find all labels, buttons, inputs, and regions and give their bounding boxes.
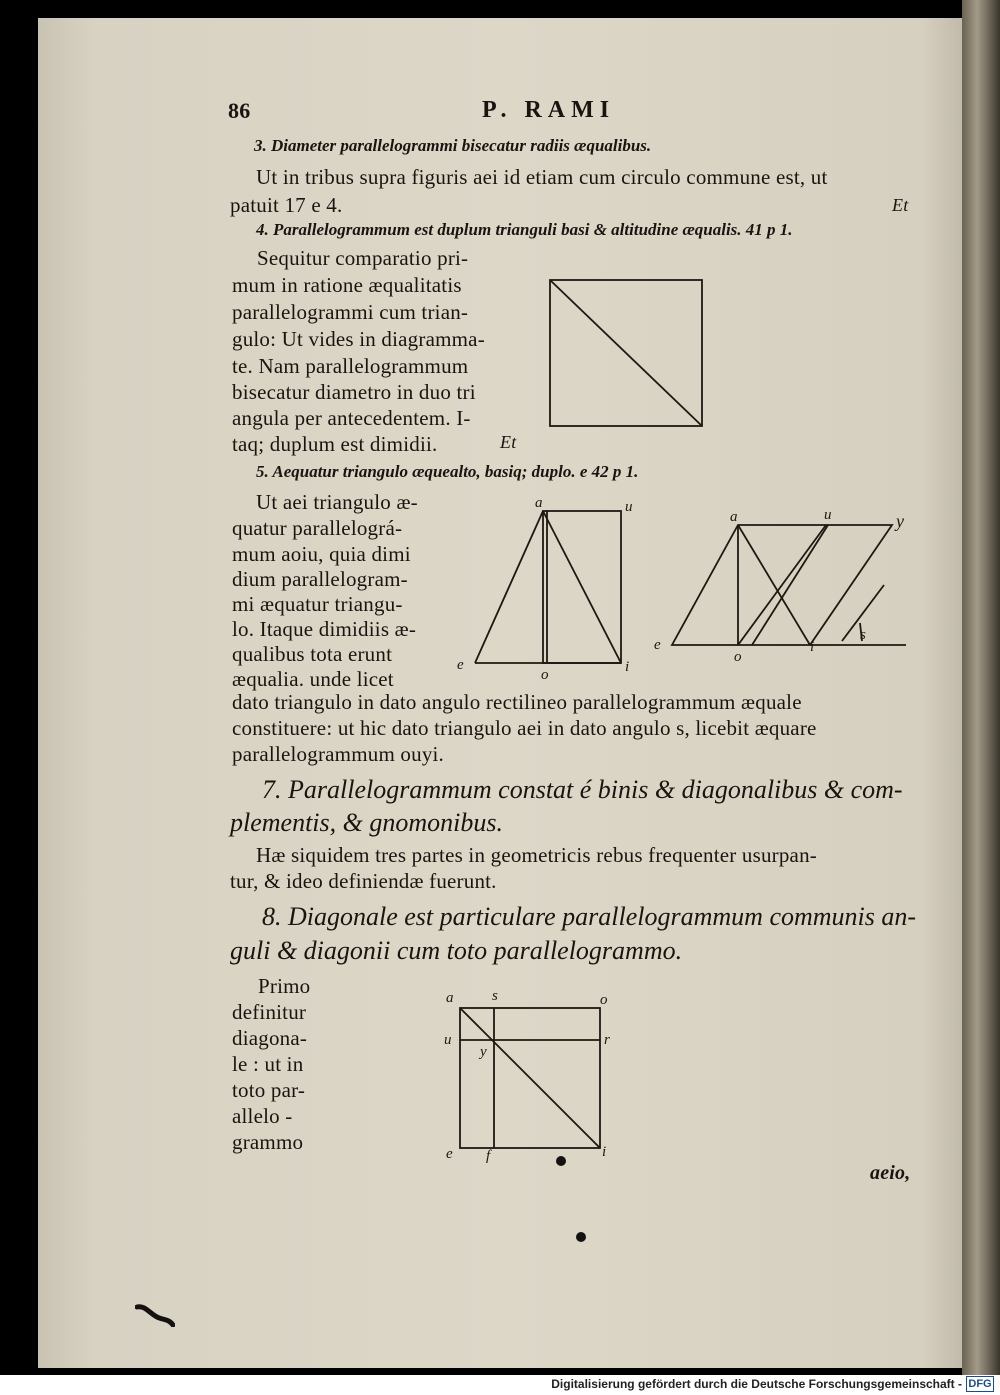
fig5b-line-ou xyxy=(738,525,826,645)
s5-line: Ut aei triangulo æ- xyxy=(256,490,418,514)
fig8-label-y: y xyxy=(480,1044,487,1060)
s8-title-line-2: guli & diagonii cum toto parallelogrammo. xyxy=(230,936,683,965)
s4-line: parallelogrammi cum trian- xyxy=(232,300,469,324)
fig8-label-i: i xyxy=(602,1144,607,1160)
s3-title: 3. Diameter parallelogrammi bisecatur radiis æqualibus. xyxy=(254,136,652,155)
fig5a-side-ae xyxy=(475,511,543,663)
s8-line: le : ut in xyxy=(232,1052,304,1076)
dfg-logo: DFG xyxy=(966,1376,994,1392)
fig8-diagonal-parallelogram xyxy=(440,988,620,1163)
s3-line-2: patuit 17 e 4. xyxy=(230,193,343,217)
fig4-diameter xyxy=(550,280,702,426)
fig5b-label-s: s xyxy=(860,627,866,643)
s7-title-line-2: plementis, & gnomonibus. xyxy=(230,808,503,837)
fig5b-label-y: y xyxy=(896,511,904,531)
fig8-diameter-ai xyxy=(460,1008,600,1148)
fig5a-side-ai xyxy=(543,511,621,663)
fig5b-construction xyxy=(652,505,912,665)
fig8-label-r: r xyxy=(604,1032,610,1048)
fig5a-label-e: e xyxy=(457,657,464,673)
ink-dot xyxy=(556,1156,566,1166)
s5-line: mi æquatur triangu- xyxy=(232,592,403,616)
fig8-label-e: e xyxy=(446,1146,453,1162)
s5-line: qualibus tota erunt xyxy=(232,642,393,666)
s8-line: toto par- xyxy=(232,1078,306,1102)
page-number: 86 xyxy=(228,98,251,123)
s5-line: quatur parallelográ- xyxy=(232,516,403,540)
s7-title-line-1: 7. Parallelogrammum constat é binis & diagonalibus & com- xyxy=(262,775,903,804)
fig5b-label-i: i xyxy=(810,639,815,655)
fig8-label-u: u xyxy=(444,1032,452,1048)
s4-catchword: Et xyxy=(500,432,517,452)
fig5a-label-u: u xyxy=(625,499,633,515)
s8-line: grammo xyxy=(232,1130,304,1154)
running-title: P. RAMI xyxy=(482,97,616,123)
page-spine-edge xyxy=(962,0,1000,1375)
s7-line: Hæ siquidem tres partes in geometricis rebus frequenter usurpan- xyxy=(256,843,817,867)
fig5b-label-u: u xyxy=(824,507,832,523)
ink-dot xyxy=(576,1232,586,1242)
s5-full-line: constituere: ut hic dato triangulo aei in dato angulo s, licebit æquare xyxy=(232,716,817,740)
s4-line: taq; duplum est dimidii. xyxy=(232,432,438,456)
s5-line: mum aoiu, quia dimi xyxy=(232,542,411,566)
fig8-label-f: f xyxy=(486,1148,491,1164)
s8-line: Primo xyxy=(258,974,311,998)
s4-line: te. Nam parallelogrammum xyxy=(232,354,469,378)
s4-title: 4. Parallelogrammum est duplum trianguli basi & altitudine æqualis. 41 p 1. xyxy=(256,220,793,239)
s5-line: dium parallelogram- xyxy=(232,567,408,591)
fig5b-label-a: a xyxy=(730,509,738,525)
fig5a-label-a: a xyxy=(535,495,543,511)
s8-title-line-1: 8. Diagonale est particulare parallelogrammum communis an- xyxy=(262,902,917,931)
fig8-label-a: a xyxy=(446,990,454,1006)
s5-line: æqualia. unde licet xyxy=(232,667,394,691)
s3-catchword: Et xyxy=(892,195,909,215)
digitization-footer xyxy=(0,1375,1000,1395)
s4-line: bisecatur diametro in duo tri xyxy=(232,380,476,404)
s4-line: gulo: Ut vides in diagramma- xyxy=(232,327,485,351)
s8-line: diagona- xyxy=(232,1026,308,1050)
s8-line: allelo - xyxy=(232,1104,293,1128)
s5-full-line: parallelogrammum ouyi. xyxy=(232,742,445,766)
fig8-label-s: s xyxy=(492,988,498,1004)
s5-line: lo. Itaque dimidiis æ- xyxy=(232,617,417,641)
fig5b-line-diag xyxy=(752,525,828,645)
fig5a-label-i: i xyxy=(625,659,630,675)
fig5b-label-e: e xyxy=(654,637,661,653)
fig8-label-o: o xyxy=(600,992,608,1008)
fig5a-label-o: o xyxy=(541,667,549,683)
fig4-square-diagonal xyxy=(548,278,708,430)
s5-full-line: dato triangulo in dato angulo rectilineo parallelogrammum æquale xyxy=(232,690,802,714)
fig5a-triangle-parallelogram xyxy=(455,493,645,683)
ink-smudge xyxy=(135,1303,175,1327)
fig5b-line-ai xyxy=(738,525,810,645)
s3-line-1: Ut in tribus supra figuris aei id etiam cum circulo commune est, ut xyxy=(256,165,828,189)
s7-line: tur, & ideo definiendæ fuerunt. xyxy=(230,869,497,893)
s4-line: mum in ratione æqualitatis xyxy=(232,273,462,297)
s5-title: 5. Aequatur triangulo æquealto, basiq; duplo. e 42 p 1. xyxy=(256,462,639,481)
footer-credit: Digitalisierung gefördert durch die Deutsche Forschungsgemeinschaft - xyxy=(551,1377,962,1391)
s4-line: angula per antecedentem. I- xyxy=(232,406,471,430)
catchword: aeio, xyxy=(870,1162,911,1184)
s8-line: definitur xyxy=(232,1000,307,1024)
s4-line: Sequitur comparatio pri- xyxy=(257,246,469,270)
fig5b-label-o: o xyxy=(734,649,742,665)
